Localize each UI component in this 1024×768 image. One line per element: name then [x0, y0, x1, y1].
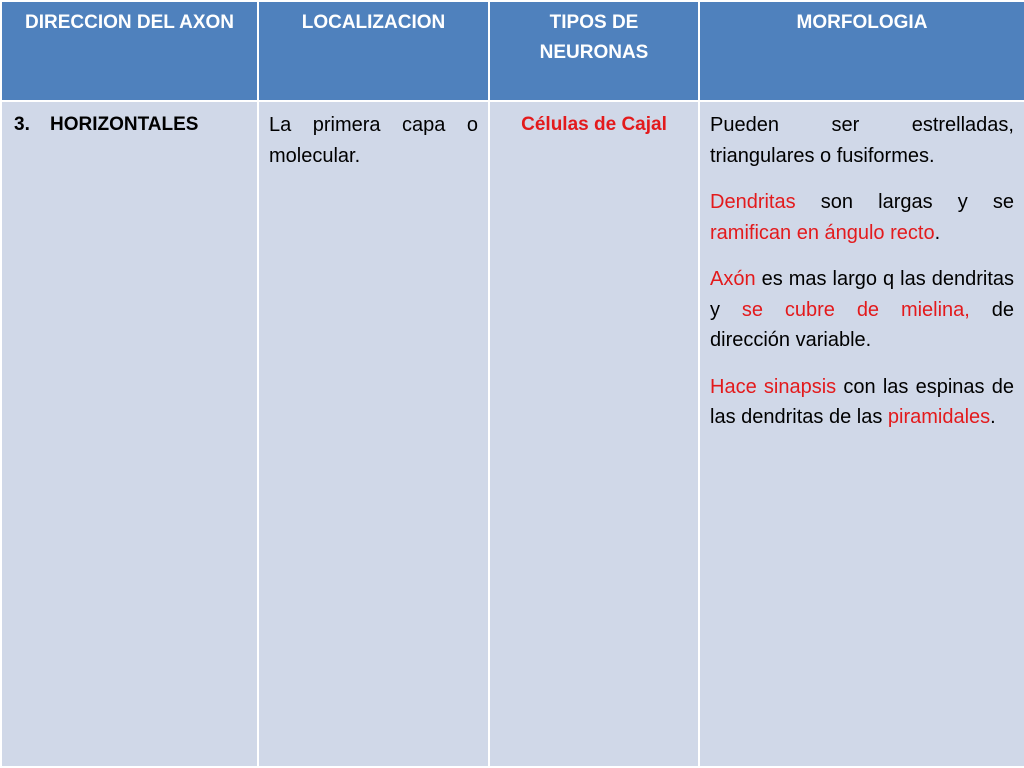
header-direccion-axon: DIRECCION DEL AXON: [1, 1, 258, 101]
table-row: [1, 101, 1024, 767]
text-segment: con las espinas de las dendritas de las: [710, 375, 1014, 428]
highlight-ramifican: ramifican en ángulo recto: [710, 221, 935, 244]
cell-tipo-neurona: Células de Cajal: [489, 101, 699, 767]
highlight-piramidales: piramidales: [887, 406, 991, 428]
row-number: 3.: [14, 114, 30, 135]
highlight-axon: Axón: [710, 268, 756, 290]
morfologia-paragraph-4: [710, 372, 1014, 433]
header-morfologia: MORFOLOGIA: [699, 1, 1024, 101]
cell-direccion: [1, 101, 258, 767]
header-tipos-neuronas: TIPOS DE NEURONAS: [489, 1, 699, 101]
highlight-sinapsis: Hace sinapsis: [710, 375, 837, 398]
direccion-value: HORIZONTALES: [50, 114, 199, 135]
text-segment: son largas y se: [795, 191, 1014, 213]
morfologia-paragraph-3: [710, 264, 1014, 356]
text-segment: .: [934, 221, 941, 244]
header-row: [1, 1, 1024, 101]
cell-morfologia: [699, 101, 1024, 767]
morfologia-paragraph-1: Pueden ser estrelladas, triangulares o fusiformes.: [710, 114, 1014, 167]
text-segment: de dirección variable.: [710, 298, 1014, 351]
cell-localizacion: La primera capa o molecular.: [258, 101, 489, 767]
text-segment: .: [990, 406, 996, 428]
morfologia-paragraph-2: [710, 187, 1014, 248]
highlight-mielina: se cubre de mielina,: [741, 298, 970, 321]
text-segment: es mas largo q las dendritas y: [710, 268, 1014, 321]
highlight-dendritas: Dendritas: [710, 191, 796, 213]
header-localizacion: LOCALIZACION: [258, 1, 489, 101]
